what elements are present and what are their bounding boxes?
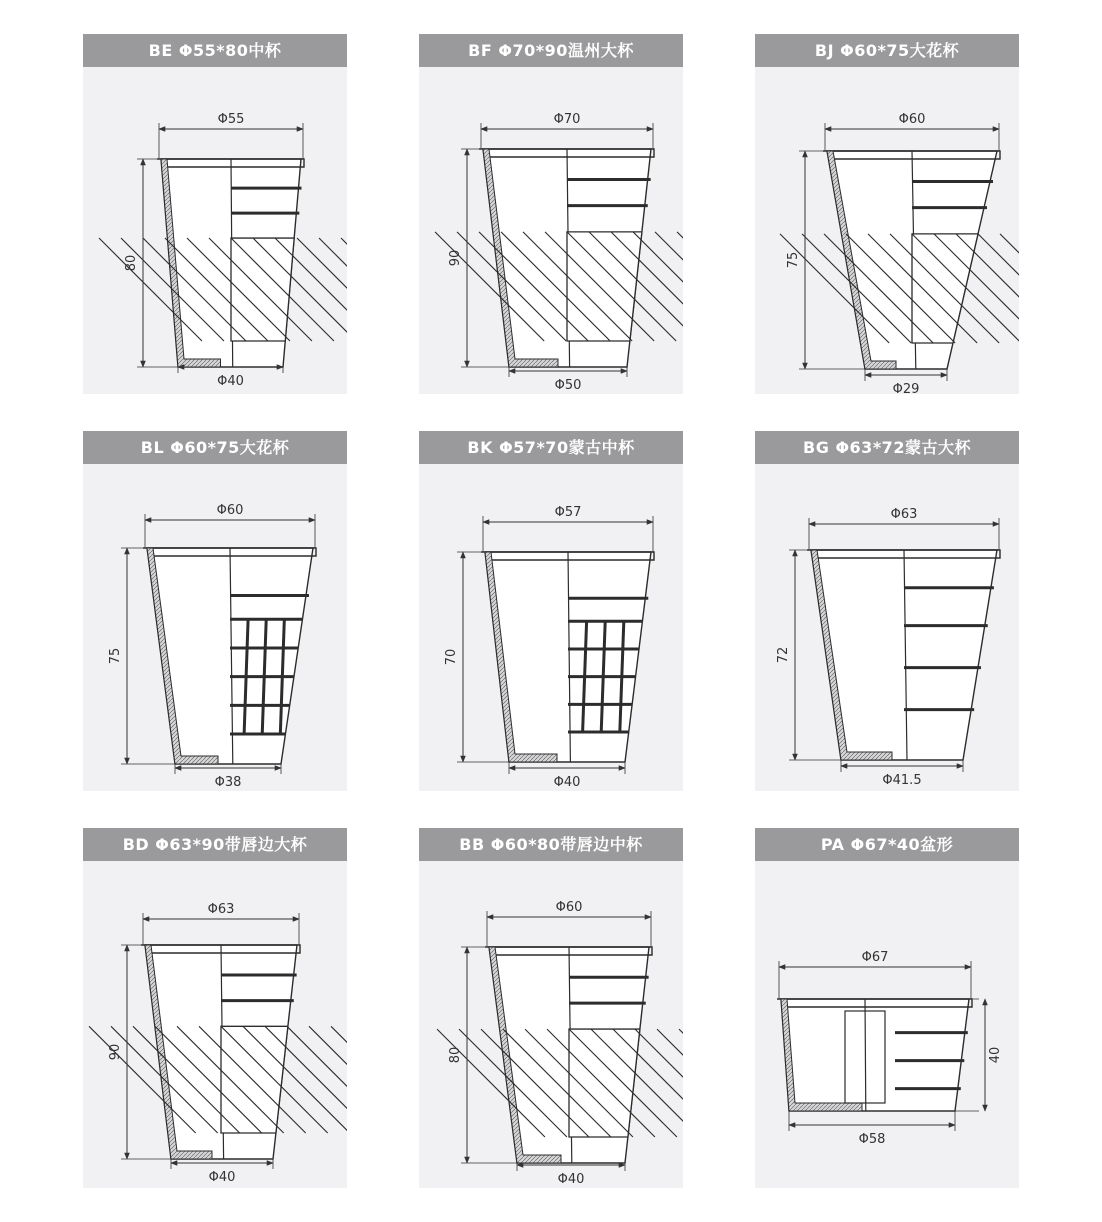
cup-diagram (419, 464, 683, 791)
product-card-be (83, 34, 347, 394)
product-card-bk (419, 431, 683, 791)
height-label: 75 (108, 647, 123, 665)
bottom-diameter-label: Φ40 (557, 1172, 585, 1187)
diamond-line (341, 238, 347, 341)
bottom-diameter-label: Φ58 (858, 1132, 886, 1147)
cup-diagram (83, 861, 347, 1188)
product-card-bb (419, 828, 683, 1188)
height-label: 70 (444, 648, 459, 666)
bottom-diameter-label: Φ50 (554, 378, 582, 393)
top-diameter-label: Φ60 (216, 503, 244, 518)
cup-diagram (419, 67, 683, 394)
cup-drawing (83, 464, 347, 791)
height-label: 72 (776, 646, 791, 664)
card-title: BB Φ60*80带唇边中杯 (419, 828, 683, 861)
top-diameter-label: Φ63 (207, 902, 235, 917)
cup-drawing (419, 464, 683, 791)
cup-diagram (755, 67, 1019, 394)
section-divider (865, 999, 866, 1111)
bottom-diameter-label: Φ40 (553, 775, 581, 790)
diamond-line (1000, 234, 1019, 343)
bottom-diameter-label: Φ29 (892, 382, 920, 394)
diamond-line (309, 1026, 347, 1133)
diamond-line (319, 238, 347, 341)
card-title: BJ Φ60*75大花杯 (755, 34, 1019, 67)
cup-drawing (755, 464, 1019, 791)
cup-drawing (755, 861, 1019, 1188)
card-title: BL Φ60*75大花杯 (83, 431, 347, 464)
top-diameter-label: Φ60 (898, 112, 926, 127)
bottom-diameter-label: Φ41.5 (882, 773, 922, 788)
product-card-bl (83, 431, 347, 791)
product-card-bg (755, 431, 1019, 791)
height-label: 80 (124, 254, 139, 272)
top-diameter-label: Φ67 (861, 950, 889, 965)
height-label: 90 (448, 249, 463, 267)
product-card-bd (83, 828, 347, 1188)
top-diameter-label: Φ70 (553, 112, 581, 127)
bottom-diameter-label: Φ38 (214, 775, 242, 790)
height-label: 75 (786, 251, 801, 269)
cup-diagram (419, 861, 683, 1188)
height-label: 40 (988, 1046, 1003, 1064)
top-diameter-label: Φ55 (217, 112, 245, 127)
cup-drawing (83, 67, 347, 394)
cup-drawing (755, 67, 1019, 394)
cup-diagram (755, 861, 1019, 1188)
bottom-diameter-label: Φ40 (208, 1170, 236, 1185)
cup-diagram (83, 67, 347, 394)
cup-drawing (419, 67, 683, 394)
cup-diagram (755, 464, 1019, 791)
height-label: 90 (108, 1043, 123, 1061)
card-title: BD Φ63*90带唇边大杯 (83, 828, 347, 861)
diamond-panel (231, 238, 294, 341)
bottom-diameter-label: Φ40 (217, 374, 244, 389)
card-title: BG Φ63*72蒙古大杯 (755, 431, 1019, 464)
top-diameter-label: Φ57 (554, 505, 582, 520)
product-card-bf (419, 34, 683, 394)
card-title: PA Φ67*40盆形 (755, 828, 1019, 861)
diamond-line (978, 234, 1019, 343)
card-title: BK Φ57*70蒙古中杯 (419, 431, 683, 464)
cup-drawing (419, 861, 683, 1188)
diamond-line (635, 1029, 683, 1137)
top-diameter-label: Φ60 (555, 900, 583, 915)
product-card-pa (755, 828, 1019, 1188)
cup-drawing (83, 861, 347, 1188)
height-label: 80 (448, 1046, 463, 1064)
card-title: BF Φ70*90温州大杯 (419, 34, 683, 67)
card-title: BE Φ55*80中杯 (83, 34, 347, 67)
top-diameter-label: Φ63 (890, 507, 918, 522)
cup-diagram (83, 464, 347, 791)
product-card-bj (755, 34, 1019, 394)
cup-outline (781, 999, 969, 1111)
